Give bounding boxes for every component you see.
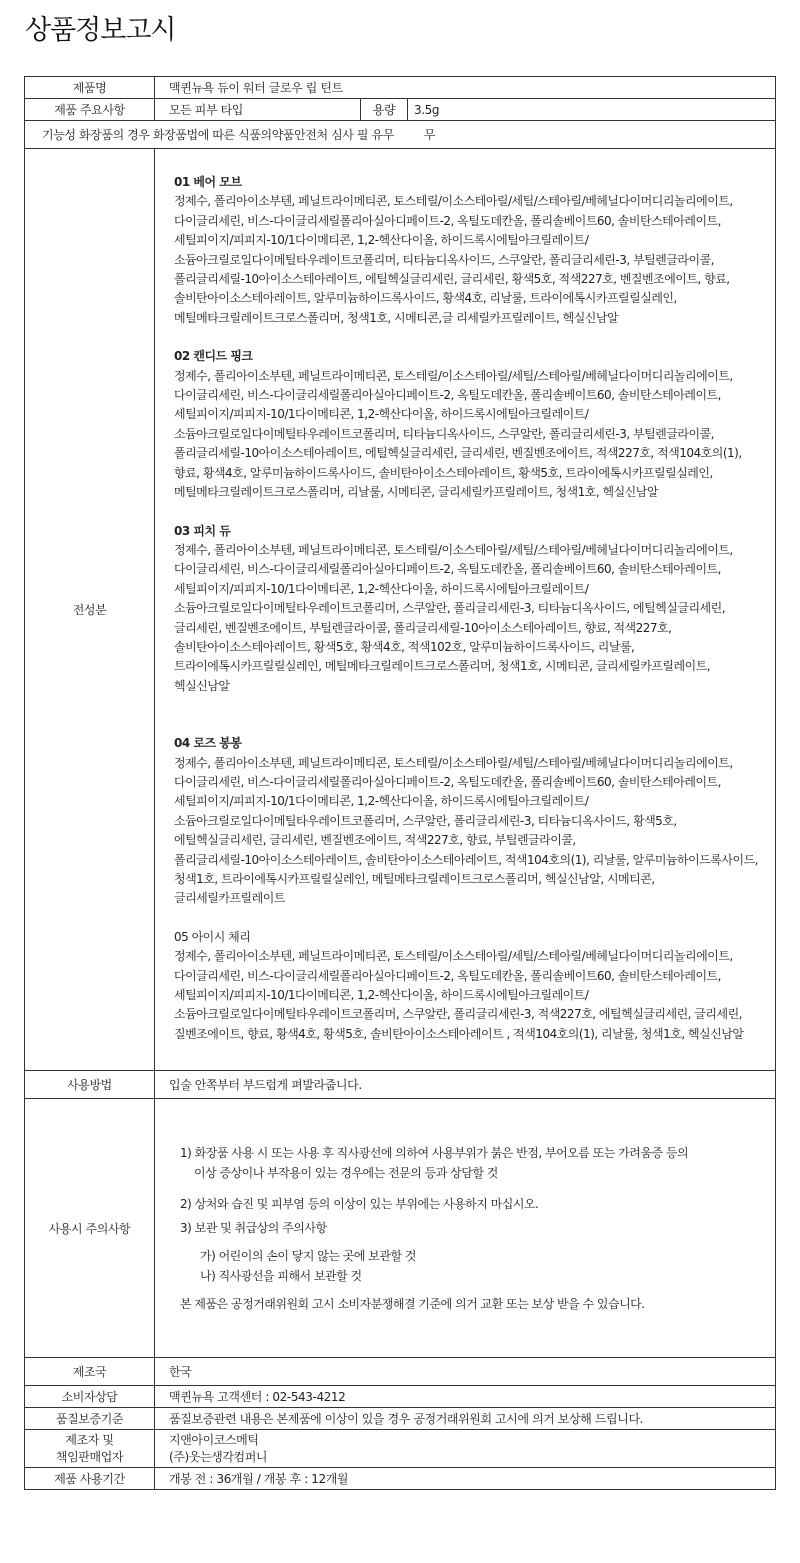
ingredients-cell [155,149,776,1071]
main-spec-value: 모든 피부 타입 [155,99,361,121]
consumer-center-value: 맥퀸뉴욕 고객센터 : 02-543-4212 [155,1386,776,1408]
product-name-label: 제품명 [25,77,155,99]
caution-label: 사용시 주의사항 [25,1099,155,1358]
shade-name: 05 아이시 체리 [174,929,251,944]
caution-item-3a: 가) 어린이의 손이 닿지 않는 곳에 보관할 것 [200,1248,416,1263]
row-ingredients [25,149,776,1071]
caution-item-3b: 나) 직사광선을 피해서 보관할 것 [200,1268,362,1283]
functional-cell [25,121,776,149]
row-manufacturer [25,1430,776,1468]
shade-ingredients: 정제수, 폴리아이소부텐, 페닐트라이메티콘, 토스테릴/이소스테아릴/세틸/스테아릴/베헤닐다이머디리놀리에이트, 다이글리세린, 비스-다이글리세릴폴리아실아디페이트-2, 옥틸도데칸올, 폴리솔베이트60, 솔비탄스테아레이트, 세틸피이지/피피지-10/1다이메티콘, 1,2-헥산다이올, 하이드록시에틸아크릴레이트/소듐아크릴로일다이메틸타우레이트코폴리머, 스쿠알란, 폴리글리세린-3, 티타늄디옥사이드, 황색5호, 에틸헥실글리세린, 글리세린, 벤질벤조에이트, 적색227호, 향료, 부틸렌글라이콜, 폴리글리세릴-10아이소스테아레이트, 솔비탄아이소스테아레이트, 적색104호의(1), 리날룰, 알루미늄하이드록사이드, 청색1호, 트라이에톡시카프릴릴실레인, 메틸메타크릴레이트크로스폴리머, 헥실신남알, 시메티콘, 글리세릴카프릴레이트 [174,755,758,906]
usage-label: 사용방법 [25,1071,155,1099]
row-usage-period [25,1468,776,1490]
product-info-table [24,76,776,1490]
functional-answer: 무 [423,128,436,142]
caution-item-2: 2) 상처와 습진 및 피부염 등의 이상이 있는 부위에는 사용하지 마십시오. [180,1196,539,1211]
functional-question: 기능성 화장품의 경우 화장품법에 따른 식품의약품안전처 심사 필 유무 [42,128,394,142]
shade-ingredients: 정제수, 폴리아이소부텐, 페닐트라이메티콘, 토스테릴/이소스테아릴/세틸/스테아릴/베헤닐다이머디리놀리에이트, 다이글리세린, 비스-다이글리세릴폴리아실아디페이트-2, 옥틸도데칸올, 폴리솔베이트60, 솔비탄스테아레이트, 세틸피이지/피피지-10/1다이메티콘, 1,2-헥산다이올, 하이드록시에틸아크릴레이트/소듐아크릴로일다이메틸타우레이트코폴리머, 스쿠알란, 폴리글리세린-3, 티타늄디옥사이드, 에틸헥실글리세린, 글리세린, 벤질벤조에이트, 부틸렌글라이콜, 폴리글리세릴-10아이소스테아레이트, 향료, 적색227호, 솔비탄아이소스테아레이트, 황색5호, 황색4호, 적색102호, 알루미늄하이드록사이드, 리날룰, 트라이에톡시카프릴릴실레인, 메틸메타크릴레이트크로스폴리머, 청색1호, 시메티콘, 글리세릴카프릴레이트, 헥실신남알 [174,542,733,693]
row-consumer-center [25,1386,776,1408]
caution-note: 본 제품은 공정거래위원회 고시 소비자분쟁해결 기준에 의거 교환 또는 보상 받을 수 있습니다. [180,1296,645,1311]
volume-label: 용량 [361,99,408,121]
row-quality [25,1408,776,1430]
row-main-spec [25,99,776,121]
row-caution [25,1099,776,1358]
usage-value: 입술 안쪽부터 부드럽게 펴발라줍니다. [155,1071,776,1099]
country-label: 제조국 [25,1358,155,1386]
shade-ingredients: 정제수, 폴리아이소부텐, 페닐트라이메티콘, 토스테릴/이소스테아릴/세틸/스테아릴/베헤닐다이머디리놀리에이트, 다이글리세린, 비스-다이글리세릴폴리아실아디페이트-2, 옥틸도데칸올, 폴리솔베이트60, 솔비탄스테아레이트, 세틸피이지/피피지-10/1다이메티콘, 1,2-헥산다이올, 하이드록시에틸아크릴레이트/소듐아크릴로일다이메틸타우레이트코폴리머, 티타늄디옥사이드, 스쿠알란, 폴리글리세린-3, 부틸렌글라이콜, 폴리글리세릴-10아이소스테아레이트, 에틸헥실글리세린, 글리세린, 벤질벤조에이트, 적색227호, 적색104호의(1), 향료, 황색4호, 알루미늄하이드록사이드, 솔비탄아이소스테아레이트, 황색5호, 트라이에톡시카프릴릴실레인, 메틸메타크릴레이트크로스폴리머, 리날룰, 시메티콘, 글리세릴카프릴레이트, 청색1호, 헥실신남알 [174,368,742,500]
shade-name: 03 피치 듀 [174,523,231,538]
quality-label: 품질보증기준 [25,1408,155,1430]
manufacturer-value-line1: 지앤아이코스메틱 [169,1432,259,1447]
manufacturer-label-line2: 책임판매업자 [55,1449,124,1464]
row-functional [25,121,776,149]
period-value: 개봉 전 : 36개월 / 개봉 후 : 12개월 [155,1468,776,1490]
row-usage [25,1071,776,1099]
shade-name: 02 캔디드 핑크 [174,349,253,364]
consumer-center-label: 소비자상담 [25,1386,155,1408]
shade-ingredients: 정제수, 폴리아이소부텐, 페닐트라이메티콘, 토스테릴/이소스테아릴/세틸/스테아릴/베헤닐다이머디리놀리에이트, 다이글리세린, 비스-다이글리세릴폴리아실아디페이트-2, 옥틸도데칸올, 폴리솔베이트60, 솔비탄스테아레이트, 세틸피이지/피피지-10/1다이메티콘, 1,2-헥산다이올, 하이드록시에틸아크릴레이트/소듐아크릴로일다이메틸타우레이트코폴리머, 티타늄디옥사이드, 스쿠알란, 폴리글리세린-3, 부틸렌글라이콜, 폴리글리세릴-10아이소스테아레이트, 에틸헥실글리세린, 글리세린, 황색5호, 적색227호, 벤질벤조에이트, 향료, 솔비탄아이소스테아레이트, 알루미늄하이드록사이드, 황색4호, 리날룰, 트라이에톡시카프릴릴실레인, 메틸메타크릴레이트크로스폴리머, 청색1호, 시메티콘,글 리세릴카프릴레이트, 헥실신남알 [174,194,733,325]
main-spec-label: 제품 주요사항 [25,99,155,121]
shade-ingredients: 정제수, 폴리아이소부텐, 페닐트라이메티콘, 토스테릴/이소스테아릴/세틸/스테아릴/베헤닐다이머디리놀리에이트, 다이글리세린, 비스-다이글리세릴폴리아실아디페이트-2, 옥틸도데칸올, 폴리솔베이트60, 솔비탄스테아레이트, 세틸피이지/피피지-10/1다이메티콘, 1,2-헥산다이올, 하이드록시에틸아크릴레이트/소듐아크릴로일다이메틸타우레이트코폴리머, 스쿠알란, 폴리글리세린-3, 적색227호, 에틸헥실글리세린, 글리세린, 질벤조에이트, 향료, 황색4호, 황색5호, 솔비탄아이소스테아레이트 , 적색104호의(1), 리날룰, 청색1호, 헥실신남알 [174,949,744,1041]
ingredients-label: 전성분 [25,149,155,1071]
shade-block [174,522,761,697]
manufacturer-value-line2: (주)웃는생각컴퍼니 [169,1449,268,1464]
caution-item-1-cont: 이상 증상이나 부작용이 있는 경우에는 전문의 등과 상담할 것 [194,1165,498,1180]
product-name-value: 맥퀸뉴욕 듀이 워터 글로우 립 틴트 [155,77,776,99]
quality-value: 품질보증관련 내용은 본제품에 이상이 있을 경우 공정거래위원회 고시에 의거 보상해 드립니다. [155,1408,776,1430]
row-product-name [25,77,776,99]
shade-block [174,734,761,909]
row-country [25,1358,776,1386]
manufacturer-label-line1: 제조자 및 [65,1432,114,1447]
page-title: 상품정보고시 [25,15,176,46]
country-value: 한국 [155,1358,776,1386]
shade-name: 04 로즈 봉봉 [174,736,242,751]
shade-name: 01 베어 모브 [174,175,242,189]
period-label: 제품 사용기간 [25,1468,155,1490]
caution-cell [155,1099,776,1358]
shade-block [174,928,761,1044]
caution-item-1: 1) 화장품 사용 시 또는 사용 후 직사광선에 의하여 사용부위가 붉은 반점, 부어오름 또는 가려움증 등의 [180,1145,689,1160]
manufacturer-label [25,1430,155,1468]
volume-value: 3.5g [408,99,776,121]
shade-block [174,347,761,502]
shade-block [174,173,761,328]
caution-item-3: 3) 보관 및 취급상의 주의사항 [180,1220,327,1235]
manufacturer-value [155,1430,776,1468]
